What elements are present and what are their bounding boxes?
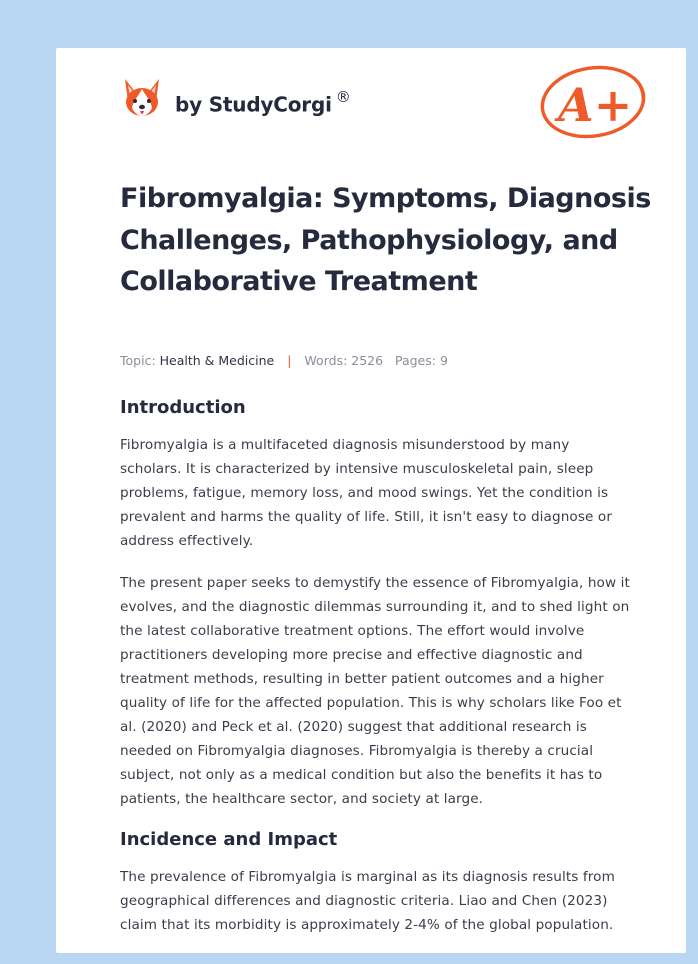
registered-mark: ®	[335, 87, 351, 106]
grade-text: A+	[558, 78, 633, 132]
paragraph-incidence-1: The prevalence of Fibromyalgia is marginal as its diagnosis results from geographical differences and diagnostic criteria. Liao and Chen (2023) claim that its morbidity is approximately 2-4% of the global population.	[120, 869, 615, 933]
section-heading-introduction: Introduction	[120, 397, 246, 418]
a-plus-grade-icon	[536, 58, 652, 142]
word-count: Words: 2526	[304, 353, 384, 368]
corgi-head-icon	[122, 77, 162, 121]
document-title: Fibromyalgia: Symptoms, Diagnosis Challenges, Pathophysiology, and Collaborative Treatment	[120, 183, 651, 297]
brand-name: by StudyCorgi ®	[175, 87, 351, 117]
topic-link[interactable]: Health & Medicine	[159, 353, 275, 368]
studycorgi-logo[interactable]	[122, 76, 351, 122]
section-heading-incidence: Incidence and Impact	[120, 829, 338, 850]
meta-separator: |	[287, 353, 292, 368]
document-page	[56, 48, 686, 953]
paragraph-intro-2: The present paper seeks to demystify the essence of Fibromyalgia, how it evolves, and the diagnostic dilemmas surrounding it, and to shed light on the latest collaborative treatment options. The effort would involve practitioners developing more precise and effective diagnostic and treatment methods, resulting in better patient outcomes and a higher quality of life for the affected population. This is why scholars like Foo et al. (2020) and Peck et al. (2020) suggest that additional research is needed on Fibromyalgia diagnoses. Fibromyalgia is thereby a crucial subject, not only as a medical condition but also the benefits it has to patients, the healthcare sector, and society at large.	[120, 575, 630, 807]
document-meta	[120, 353, 448, 368]
page-count: Pages: 9	[394, 353, 448, 368]
topic-label: Topic:	[120, 353, 156, 368]
paragraph-intro-1: Fibromyalgia is a multifaceted diagnosis misunderstood by many scholars. It is characterized by intensive musculoskeletal pain, sleep problems, fatigue, memory loss, and mood swings. Yet the condition is prevalent and harms the quality of life. Still, it isn't easy to diagnose or address effectively.	[120, 437, 613, 549]
